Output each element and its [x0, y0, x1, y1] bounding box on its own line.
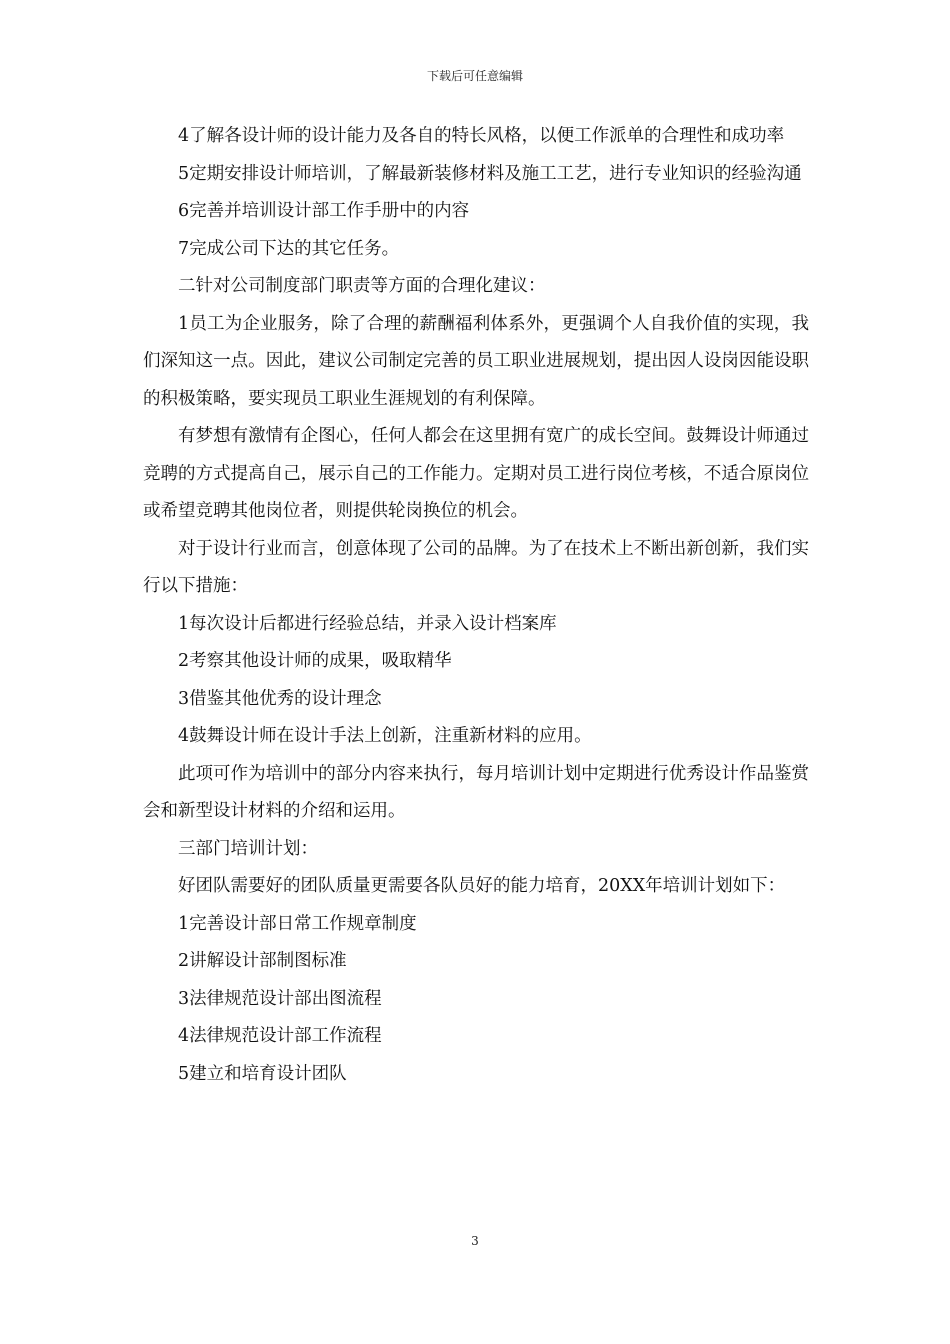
paragraph: 对于设计行业而言，创意体现了公司的品牌。为了在技术上不断出新创新，我们实行以下措施： [143, 538, 809, 596]
list-item: 3借鉴其他优秀的设计理念 [178, 688, 382, 709]
document-body [143, 118, 809, 1093]
section-heading: 二针对公司制度部门职责等方面的合理化建议： [178, 276, 546, 296]
paragraph: 7完成公司下达的其它任务。 [178, 238, 400, 259]
paragraph: 好团队需要好的团队质量更需要各队员好的能力培育，20XX年培训计划如下： [178, 876, 786, 896]
list-item: 1完善设计部日常工作规章制度 [178, 913, 417, 934]
section-heading: 三部门培训计划： [178, 838, 318, 859]
paragraph: 6完善并培训设计部工作手册中的内容 [178, 201, 470, 221]
list-item: 2讲解设计部制图标准 [178, 951, 347, 971]
page-header: 下载后可任意编辑 [426, 69, 523, 83]
list-item: 2考察其他设计师的成果，吸取精华 [178, 651, 452, 671]
paragraph: 1员工为企业服务，除了合理的薪酬福利体系外，更强调个人自我价值的实现，我们深知这一点。因此，建议公司制定完善的员工职业进展规划，提出因人设岗因能设职的积极策略，要实现员工职业生涯规划的有利保障。 [143, 313, 809, 409]
list-item: 1每次设计后都进行经验总结，并录入设计档案库 [178, 613, 557, 634]
paragraph: 5定期安排设计师培训，了解最新装修材料及施工工艺，进行专业知识的经验沟通 [178, 163, 802, 184]
list-item: 4鼓舞设计师在设计手法上创新，注重新材料的应用。 [178, 726, 592, 746]
list-item: 4法律规范设计部工作流程 [178, 1026, 382, 1046]
paragraph: 4了解各设计师的设计能力及各自的特长风格，以便工作派单的合理性和成功率 [178, 126, 785, 146]
page-number: 3 [471, 1234, 479, 1248]
list-item: 5建立和培育设计团队 [178, 1063, 347, 1084]
list-item: 3法律规范设计部出图流程 [178, 988, 382, 1009]
paragraph: 此项可作为培训中的部分内容来执行，每月培训计划中定期进行优秀设计作品鉴赏会和新型设计材料的介绍和运用。 [143, 763, 809, 821]
paragraph: 有梦想有激情有企图心，任何人都会在这里拥有宽广的成长空间。鼓舞设计师通过竞聘的方式提高自己，展示自己的工作能力。定期对员工进行岗位考核，不适合原岗位或希望竞聘其他岗位者，则提供轮岗换位的机会。 [143, 426, 809, 521]
